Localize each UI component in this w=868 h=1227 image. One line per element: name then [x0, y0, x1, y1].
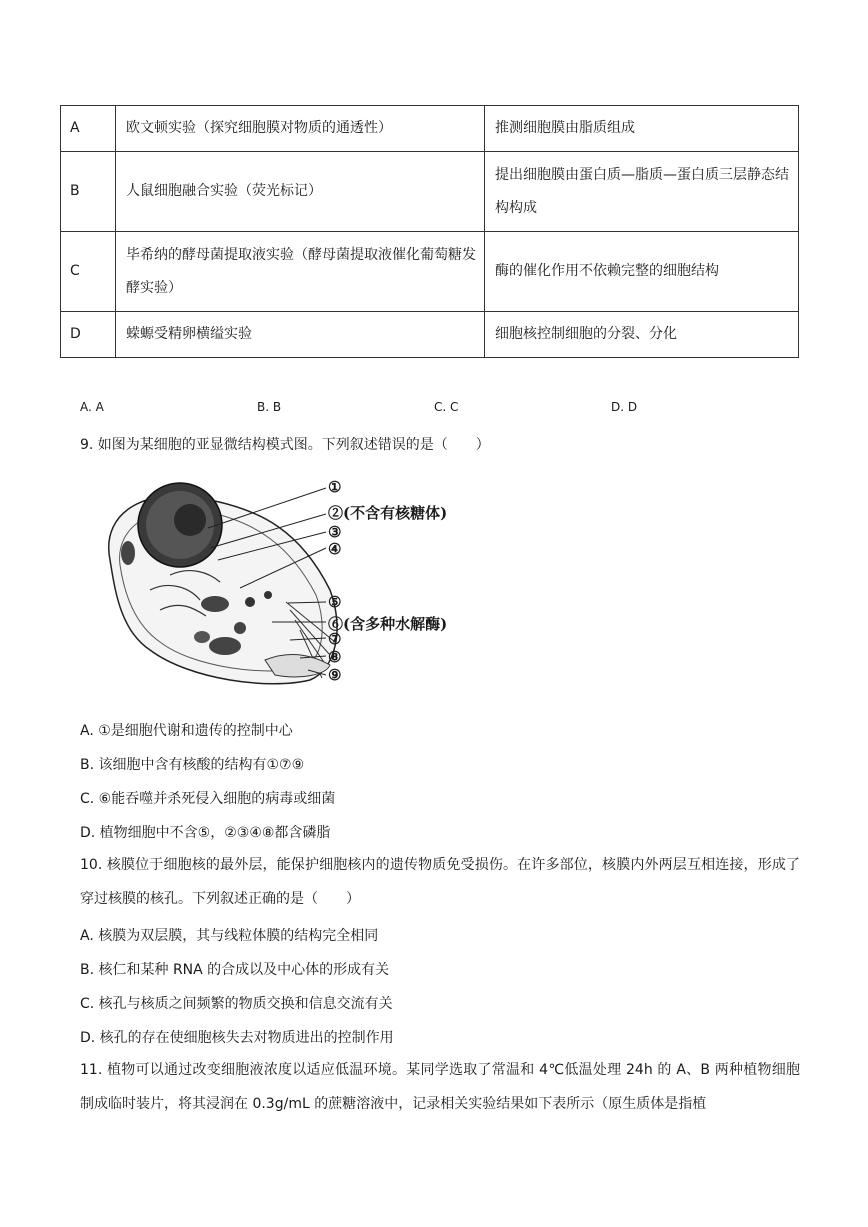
q11-stem: 11. 植物可以通过改变细胞液浓度以适应低温环境。某同学选取了常温和 4℃低温处理 24h 的 A、B 两种植物细胞制成临时装片，将其浸润在 0.3g/mL 的蔗糖溶液中，记录相关实验结果如下表所示（原生质体是指植: [80, 1062, 800, 1112]
option-a[interactable]: A. A: [80, 400, 104, 414]
label-6: ⑥(含多种水解酶): [328, 615, 448, 633]
conclusion-cell: 推测细胞膜由脂质组成: [485, 106, 799, 152]
q10-option-d[interactable]: D. 核孔的存在使细胞核失去对物质进出的控制作用: [80, 1030, 394, 1046]
cell-structure-diagram: [90, 470, 490, 690]
label-1: ①: [328, 478, 342, 496]
row-letter: C: [61, 232, 116, 312]
row-letter: A: [61, 106, 116, 152]
label-2: ②(不含有核糖体): [328, 504, 448, 522]
option-d[interactable]: D. D: [611, 400, 638, 414]
conclusion-cell: 细胞核控制细胞的分裂、分化: [485, 312, 799, 358]
q9-option-a[interactable]: A. ①是细胞代谢和遗传的控制中心: [80, 723, 293, 739]
experiment-table: [60, 105, 799, 358]
label-8: ⑧: [328, 648, 342, 666]
label-4: ④: [328, 540, 342, 558]
table-row: [61, 232, 799, 312]
label-9: ⑨: [328, 666, 342, 684]
experiment-cell: 人鼠细胞融合实验（荧光标记）: [116, 152, 485, 232]
row-letter: D: [61, 312, 116, 358]
label-5: ⑤: [328, 593, 342, 611]
table-row: [61, 152, 799, 232]
q10-option-b[interactable]: B. 核仁和某种 RNA 的合成以及中心体的形成有关: [80, 962, 390, 978]
label-7: ⑦: [328, 630, 342, 648]
q10-option-c[interactable]: C. 核孔与核质之间频繁的物质交换和信息交流有关: [80, 996, 393, 1012]
conclusion-cell: 酶的催化作用不依赖完整的细胞结构: [485, 232, 799, 312]
table-row: [61, 312, 799, 358]
experiment-cell: 蝾螈受精卵横缢实验: [116, 312, 485, 358]
conclusion-cell: 提出细胞膜由蛋白质—脂质—蛋白质三层静态结构构成: [485, 152, 799, 232]
q10-stem: 10. 核膜位于细胞核的最外层，能保护细胞核内的遗传物质免受损伤。在许多部位，核膜内外两层互相连接，形成了穿过核膜的核孔。下列叙述正确的是（ ）: [80, 857, 800, 907]
experiment-cell: 毕希纳的酵母菌提取液实验（酵母菌提取液催化葡萄糖发酵实验）: [116, 232, 485, 312]
option-c[interactable]: C. C: [434, 400, 459, 414]
q8-options: [80, 400, 780, 420]
label-3: ③: [328, 523, 342, 541]
table-row: [61, 106, 799, 152]
experiment-cell: 欧文顿实验（探究细胞膜对物质的通透性）: [116, 106, 485, 152]
option-b[interactable]: B. B: [257, 400, 282, 414]
q9-option-d[interactable]: D. 植物细胞中不含⑤，②③④⑧都含磷脂: [80, 825, 331, 841]
q9-option-c[interactable]: C. ⑥能吞噬并杀死侵入细胞的病毒或细菌: [80, 791, 336, 807]
q9-option-b[interactable]: B. 该细胞中含有核酸的结构有①⑦⑨: [80, 757, 305, 773]
q9-stem: 9. 如图为某细胞的亚显微结构模式图。下列叙述错误的是（ ）: [80, 437, 490, 453]
q10-option-a[interactable]: A. 核膜为双层膜，其与线粒体膜的结构完全相同: [80, 928, 379, 944]
row-letter: B: [61, 152, 116, 232]
